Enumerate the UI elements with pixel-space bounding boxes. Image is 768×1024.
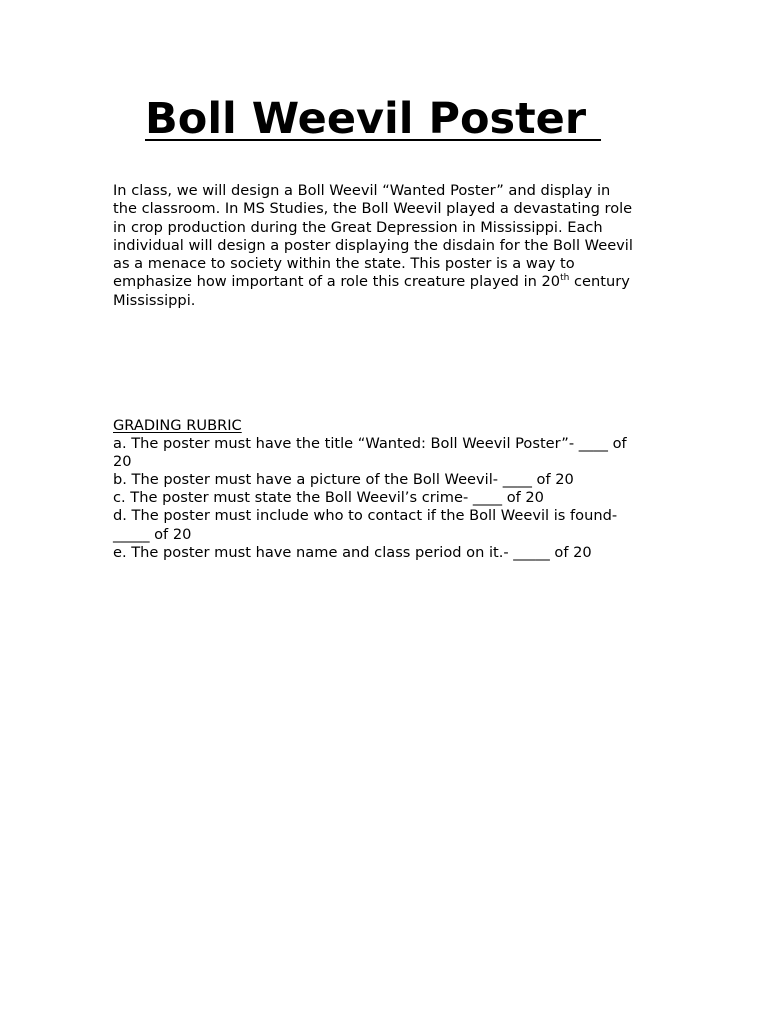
intro-line [113,273,673,291]
intro-line: In class, we will design a Boll Weevil “Wanted Poster” and display in [113,182,611,199]
intro-line: as a menace to society within the state. This poster is a way to [113,255,575,273]
superscript-th: th [560,273,570,284]
intro-line-text: emphasize how important of a role this creature played in 20 [113,273,561,291]
grading-rubric [113,417,673,562]
rubric-item-text: _____ of 20 [113,525,192,543]
page-title: Boll Weevil Poster [145,94,602,144]
rubric-item-text: a. The poster must have the title “Wanted: Boll Weevil Poster”- ____ of [113,435,627,453]
rubric-item-c: c. The poster must state the Boll Weevil’s crime- ____ of 20 [113,489,544,507]
rubric-heading: GRADING RUBRIC [113,417,242,434]
rubric-item-a [113,435,673,471]
rubric-item-text: d. The poster must include who to contact if the Boll Weevil is found- [113,507,618,525]
intro-line-text: century [569,273,630,291]
rubric-item-b: b. The poster must have a picture of the Boll Weevil- ____ of 20 [113,471,574,489]
intro-line: the classroom. In MS Studies, the Boll Weevil played a devastating role [113,200,633,218]
rubric-item-d [113,507,673,543]
rubric-item-text: 20 [113,453,132,471]
rubric-item-e: e. The poster must have name and class period on it.- _____ of 20 [113,543,592,561]
intro-paragraph [113,182,673,310]
intro-line: in crop production during the Great Depression in Mississippi. Each [113,218,603,236]
intro-line: individual will design a poster displaying the disdain for the Boll Weevil [113,236,633,254]
intro-line: Mississippi. [113,291,196,309]
